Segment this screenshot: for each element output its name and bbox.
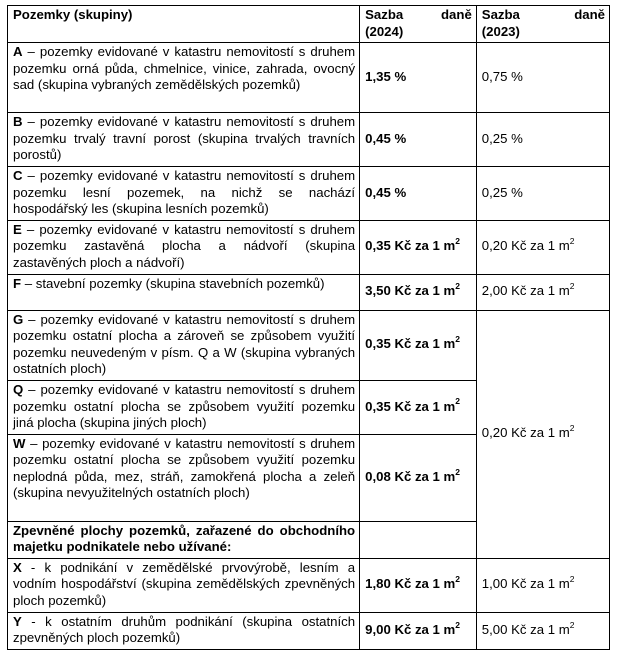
rate-2023-cell: 0,75 %: [476, 43, 609, 113]
row-description: G – pozemky evidované v katastru nemovitostí s druhem pozemku ostatní plocha a zároveň se způsobem využití pozemku neuvedeným v písm. Q a W (skupina vybraných ostatních ploch): [8, 310, 360, 380]
rate-2024-cell: 9,00 Kč za 1 $m^2$: [360, 612, 477, 649]
table-row: [8, 166, 610, 220]
row-description: X - k podnikání v zemědělské prvovýrobě, lesním a vodním hospodářství (skupina zemědělských zpevněných ploch pozemků): [8, 558, 360, 612]
rate-2024-cell: 0,35 Kč za 1 $m^2$: [360, 220, 477, 274]
rate-2024-cell: 0,35 Kč za 1 $m^2$: [360, 380, 477, 434]
rate-2024-cell: 0,45 %: [360, 166, 477, 220]
header-land-groups: Pozemky (skupiny): [8, 6, 360, 43]
rate-2024-cell: 3,50 Kč za 1 $m^2$: [360, 274, 477, 310]
land-tax-rates-table: [7, 5, 610, 650]
row-description: W – pozemky evidované v katastru nemovitostí s druhem pozemku ostatní plocha se způsobem využití pozemku neplodná půda, mez, stráň, zamokřená plocha a zeleň (skupina nevyužitelných ostatních ploch): [8, 434, 360, 521]
table-row: [8, 310, 610, 380]
rate-2024-cell: 1,35 %: [360, 43, 477, 113]
rate-2023-cell: 2,00 Kč za 1 $m^2$: [476, 274, 609, 310]
row-description: A – pozemky evidované v katastru nemovitostí s druhem pozemku orná půda, chmelnice, vinice, zahrada, ovocný sad (skupina vybraných zemědělských pozemků): [8, 43, 360, 113]
row-description: F – stavební pozemky (skupina stavebních pozemků): [8, 274, 360, 310]
section-heading: Zpevněné plochy pozemků, zařazené do obchodního majetku podnikatele nebo užívané:: [8, 521, 360, 558]
rate-2024-cell: 0,45 %: [360, 113, 477, 167]
table-row: [8, 274, 610, 310]
rate-2023-merged-cell: 0,20 Kč za 1 $m^2$: [476, 310, 609, 558]
rate-2023-cell: 0,25 %: [476, 113, 609, 167]
table-row: [8, 113, 610, 167]
rate-2024-cell: 0,35 Kč za 1 $m^2$: [360, 310, 477, 380]
rate-2024-cell: 1,80 Kč za 1 $m^2$: [360, 558, 477, 612]
table-row: [8, 558, 610, 612]
header-rate-2024: Sazba daně (2024): [360, 6, 477, 43]
table-row: [8, 220, 610, 274]
table-header-row: [8, 6, 610, 43]
row-description: B – pozemky evidované v katastru nemovitostí s druhem pozemku trvalý travní porost (skupina trvalých travních porostů): [8, 113, 360, 167]
row-description: C – pozemky evidované v katastru nemovitostí s druhem pozemku lesní pozemek, na nichž se nachází hospodářský les (skupina lesních pozemků): [8, 166, 360, 220]
empty-cell: [360, 521, 477, 558]
rate-2023-cell: 5,00 Kč za 1 $m^2$: [476, 612, 609, 649]
rate-2023-cell: 0,20 Kč za 1 $m^2$: [476, 220, 609, 274]
rate-2024-cell: 0,08 Kč za 1 $m^2$: [360, 434, 477, 521]
row-description: Q – pozemky evidované v katastru nemovitostí s druhem pozemku ostatní plocha se způsobem využití pozemku jiná plocha (skupina jiných ploch): [8, 380, 360, 434]
header-rate-2023: Sazba daně (2023): [476, 6, 609, 43]
row-description: Y - k ostatním druhům podnikání (skupina ostatních zpevněných ploch pozemků): [8, 612, 360, 649]
table-row: [8, 43, 610, 113]
rate-2023-cell: 1,00 Kč za 1 $m^2$: [476, 558, 609, 612]
row-description: E – pozemky evidované v katastru nemovitostí s druhem pozemku zastavěná plocha a nádvoří (skupina zastavěných ploch a nádvoří): [8, 220, 360, 274]
table-row: [8, 612, 610, 649]
rate-2023-cell: 0,25 %: [476, 166, 609, 220]
